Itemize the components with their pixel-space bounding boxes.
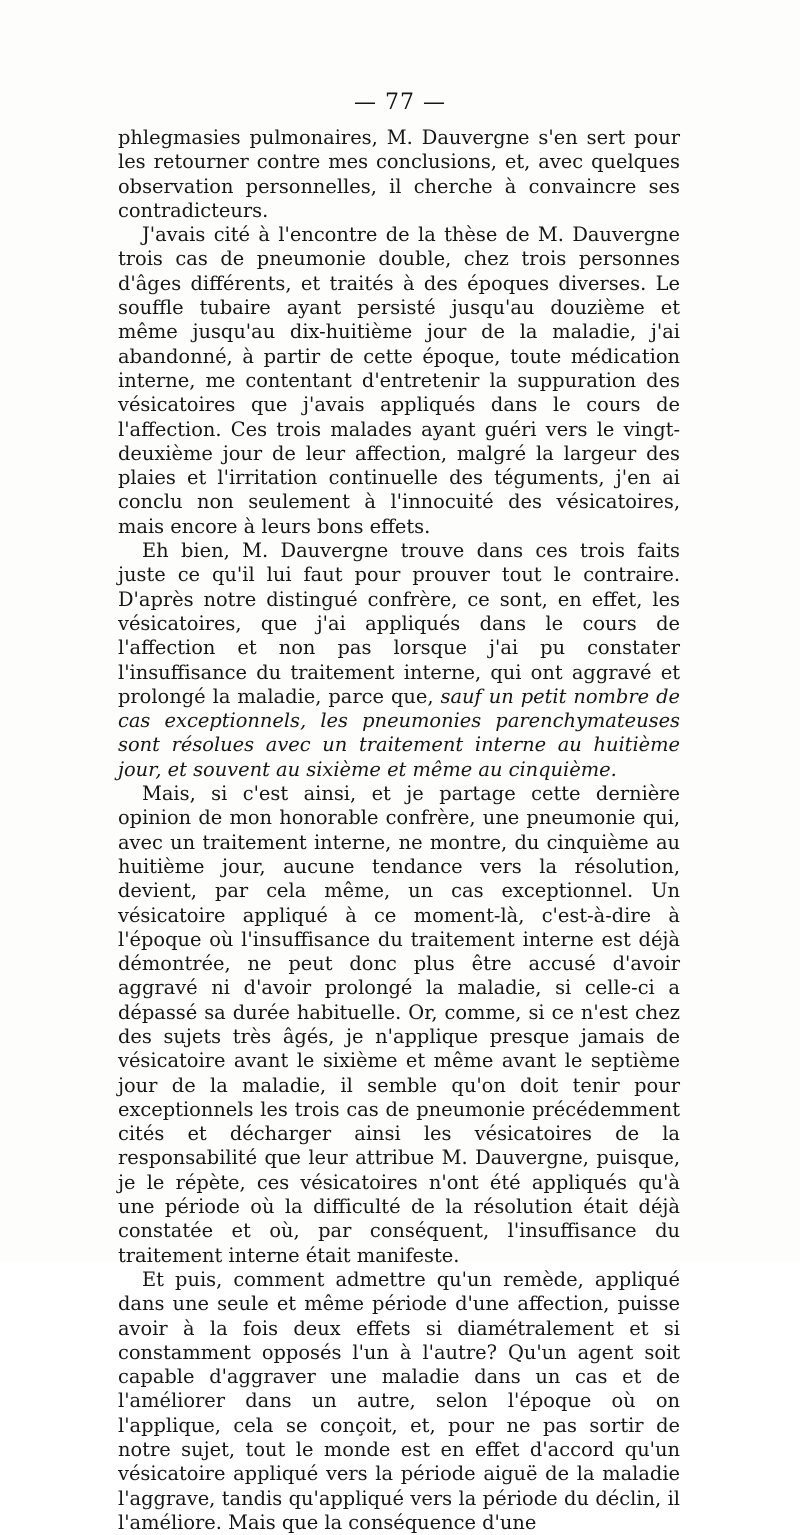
page-number: — 77 — xyxy=(354,90,446,115)
paragraph-dauvergne-text: Eh bien, M. Dauvergne trouve dans ces trois faits juste ce qu'il lui faut pour prouver tout le contraire. D'après notre distingué confrère, ce sont, en effet, les vésicatoires, que j'ai appliqués dans le cours de l'affection et non pas lorsque j'ai pu constater l'insuffisance du traitement interne, qui ont aggravé et prolongé la maladie, parce que, xyxy=(118,539,680,708)
paragraph-continuation: phlegmasies pulmonaires, M. Dauvergne s'en sert pour les retourner contre mes conclusions, et, avec quelques observation personnelles, il cherche à convaincre ses contradicteurs. xyxy=(118,126,680,222)
page-body xyxy=(118,126,680,1535)
paragraph-dauvergne-italic-quote: sauf un petit nombre de cas exceptionnels, les pneumonies parenchymateuses sont résolues avec un traitement interne au huitième jour, et souvent au sixième et même au cinquième. xyxy=(118,684,680,781)
paragraph-dauvergne-argument xyxy=(118,539,680,782)
paragraph-thesis-cases: J'avais cité à l'encontre de la thèse de M. Dauvergne trois cas de pneumonie double, chez trois personnes d'âges différents, et traités à des époques diverses. Le souffle tubaire ayant persisté jusqu'au douzième et même jusqu'au dix-huitième jour de la maladie, j'ai abandonné, à partir de cette époque, toute médication interne, me contentant d'entretenir la suppuration des vésicatoires que j'avais appliqués dans le cours de l'affection. Ces trois malades ayant guéri vers le vingt-deuxième jour de leur affection, malgré la largeur des plaies et l'irritation continuelle des téguments, j'en ai conclu non seulement à l'innocuité des vésicatoires, mais encore à leurs bons effets. xyxy=(118,223,680,538)
paragraph-remedy-question: Et puis, comment admettre qu'un remède, appliqué dans une seule et même période d'une affection, puisse avoir à la fois deux effets si diamétralement et si constamment opposés l'un à l'autre? Qu'un agent soit capable d'aggraver une maladie dans un cas et de l'améliorer dans un autre, selon l'époque où on l'applique, cela se conçoit, et, pour ne pas sortir de notre sujet, tout le monde est en effet d'accord qu'un vésicatoire appliqué vers la période aiguë de la maladie l'aggrave, tandis qu'appliqué vers la période du déclin, il l'améliore. Mais que la conséquence d'une xyxy=(118,1267,680,1534)
paragraph-rebuttal: Mais, si c'est ainsi, et je partage cette dernière opinion de mon honorable confrère, une pneumonie qui, avec un traitement interne, ne montre, du cinquième au huitième jour, aucune tendance vers la résolution, devient, par cela même, un cas exceptionnel. Un vésicatoire appliqué à ce moment-là, c'est-à-dire à l'époque où l'insuffisance du traitement interne est déjà démontrée, ne peut donc plus être accusé d'avoir aggravé ni d'avoir prolongé la maladie, si celle-ci a dépassé sa durée habituelle. Or, comme, si ce n'est chez des sujets très âgés, je n'applique presque jamais de vésicatoire avant le sixième et même avant le septième jour de la maladie, il semble qu'on doit tenir pour exceptionnels les trois cas de pneumonie précédemment cités et décharger ainsi les vésicatoires de la responsabilité que leur attribue M. Dauvergne, puisque, je le répète, ces vésicatoires n'ont été appliqués qu'à une période où la difficulté de la résolution était déjà constatée et où, par conséquent, l'insuffisance du traitement interne était manifeste. xyxy=(118,782,680,1267)
